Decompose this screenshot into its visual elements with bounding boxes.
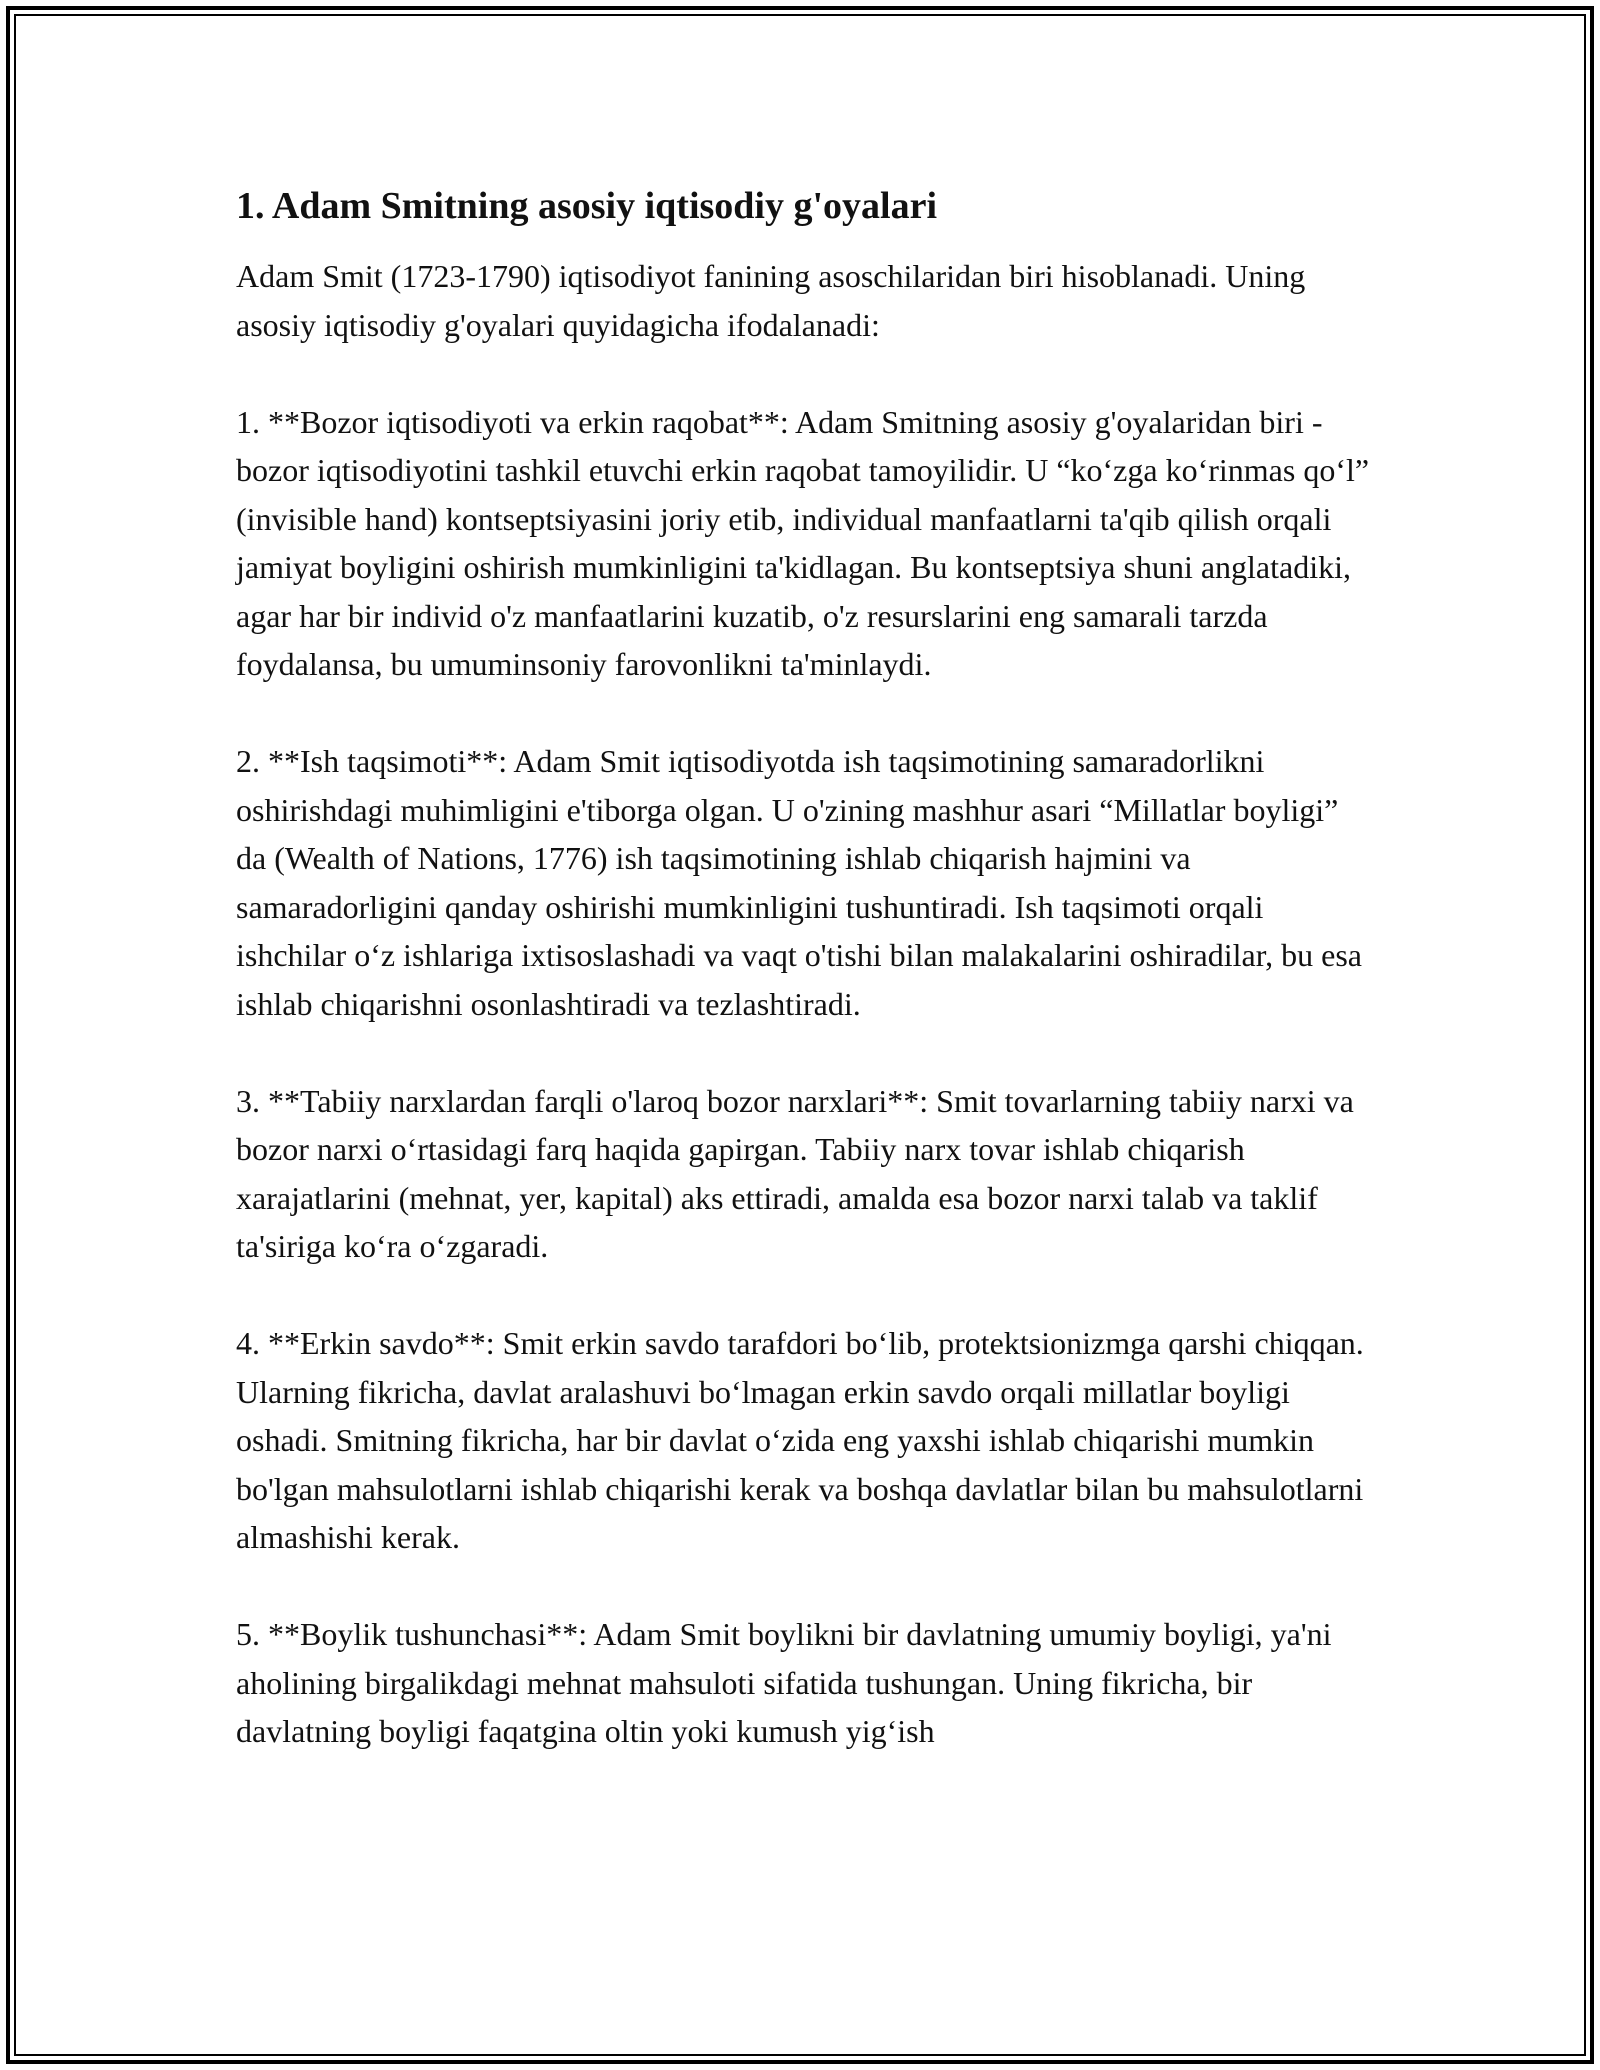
document-body bbox=[236, 180, 1376, 1756]
paragraph-free-trade: 4. **Erkin savdo**: Smit erkin savdo tarafdori bo‘lib, protektsionizmga qarshi chiqqan. Ularning fikricha, davlat aralashuvi bo‘lmagan erkin savdo orqali millatlar boyligi oshadi. Smitning fikricha, har bir davlat o‘zida eng yaxshi ishlab chiqarishi mumkin bo'lgan mahsulotlarni ishlab chiqarishi kerak va boshqa davlatlar bilan bu mahsulotlarni almashishi kerak. bbox=[236, 1325, 1364, 1555]
page-title: 1. Adam Smitning asosiy iqtisodiy g'oyalari bbox=[236, 185, 938, 227]
paragraph-wealth-concept: 5. **Boylik tushunchasi**: Adam Smit boylikni bir davlatning umumiy boyligi, ya'ni aholining birgalikdagi mehnat mahsuloti sifatida tushungan. Uning fikricha, bir davlatning boyligi faqatgina oltin yoki kumush yig‘ish bbox=[236, 1616, 1332, 1749]
paragraph-division-of-labor: 2. **Ish taqsimoti**: Adam Smit iqtisodiyotda ish taqsimotining samaradorlikni oshirishdagi muhimligini e'tiborga olgan. U o'zining mashhur asari “Millatlar boyligi” da (Wealth of Nations, 1776) ish taqsimotining ishlab chiqarish hajmini va samaradorligini qanday oshirishi mumkinligini tushuntiradi. Ish taqsimoti orqali ishchilar o‘z ishlariga ixtisoslashadi va vaqt o'tishi bilan malakalarini oshiradilar, bu esa ishlab chiqarishni osonlashtiradi va tezlashtiradi. bbox=[236, 743, 1362, 1022]
paragraph-natural-vs-market-prices: 3. **Tabiiy narxlardan farqli o'laroq bozor narxlari**: Smit tovarlarning tabiiy narxi va bozor narxi o‘rtasidagi farq haqida gapirgan. Tabiiy narx tovar ishlab chiqarish xarajatlarini (mehnat, yer, kapital) aks ettiradi, amalda esa bozor narxi talab va taklif ta'siriga ko‘ra o‘zgaradi. bbox=[236, 1082, 1354, 1264]
intro-paragraph: Adam Smit (1723-1790) iqtisodiyot fanining asoschilaridan biri hisoblanadi. Uning asosiy iqtisodiy g'oyalari quyidagicha ifodalanadi: bbox=[236, 258, 1306, 343]
paragraph-free-competition: 1. **Bozor iqtisodiyoti va erkin raqobat**: Adam Smitning asosiy g'oyalaridan biri - bozor iqtisodiyotini tashkil etuvchi erkin raqobat tamoyilidir. U “ko‘zga ko‘rinmas qo‘l” (invisible hand) kontseptsiyasini joriy etib, individual manfaatlarni ta'qib qilish orqali jamiyat boyligini oshirish mumkinligini ta'kidlagan. Bu kontseptsiya shuni anglatadiki, agar har bir individ o'z manfaatlarini kuzatib, o'z resurslarini eng samarali tarzda foydalansa, bu umuminsoniy farovonlikni ta'minlaydi. bbox=[236, 403, 1370, 682]
